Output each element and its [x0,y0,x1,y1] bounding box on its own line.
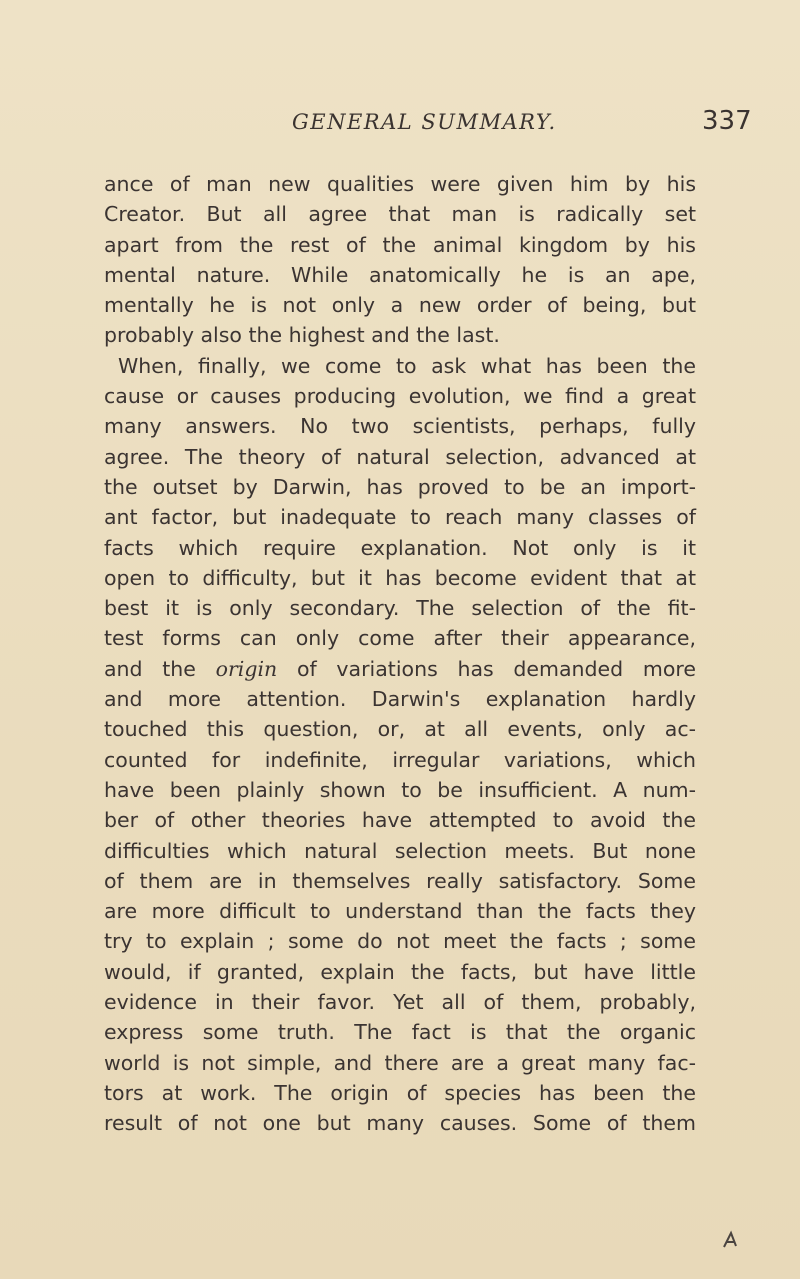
text-line-with-italic [104,654,696,684]
text-line: mentally he is not only a new order of being, but [104,293,696,318]
text-line: facts which require explanation. Not only is it [104,535,696,560]
text-line: try to explain ; some do not meet the facts ; some [104,929,696,954]
text-line: the outset by Darwin, has proved to be an import- [104,474,696,499]
text-line: cause or causes producing evolution, we find a great [104,384,696,409]
text-line: world is not simple, and there are a great many fac- [104,1050,696,1075]
text-line: ber of other theories have attempted to avoid the [104,808,696,833]
text-line: tors at work. The origin of species has been the [104,1080,696,1105]
text-line: difficulties which natural selection meets. But none [104,838,696,863]
text-line: result of not one but many causes. Some of them [104,1111,696,1136]
text-line: would, if granted, explain the facts, but have little [104,959,696,984]
text-run: and the [104,656,196,681]
signature-mark-icon [720,1228,740,1250]
text-line: agree. The theory of natural selection, advanced at [104,444,696,469]
text-line: counted for indefinite, irregular variations, which [104,747,696,772]
text-line: ance of man new qualities were given him by his [104,172,696,196]
text-line: test forms can only come after their appearance, [104,626,696,651]
text-line: mental nature. While anatomically he is an ape, [104,262,696,287]
text-line-paragraph-start: When, finally, we come to ask what has been the [118,353,696,378]
text-line: open to difficulty, but it has become evident that at [104,565,696,590]
text-line: of them are in themselves really satisfactory. Some [104,868,696,893]
text-run: of variations has demanded more [296,656,696,681]
text-line: touched this question, or, at all events, only ac- [104,717,696,742]
text-line: Creator. But all agree that man is radically set [104,202,696,227]
text-line: are more difficult to understand than the facts they [104,899,696,924]
page-number: 337 [702,106,752,136]
text-line: express some truth. The fact is that the organic [104,1020,696,1045]
text-line: probably also the highest and the last. [104,323,500,348]
text-line: and more attention. Darwin's explanation hardly [104,687,696,712]
text-line: evidence in their favor. Yet all of them, probably, [104,990,696,1015]
running-head [0,96,800,136]
text-line: best it is only secondary. The selection of the fit- [104,596,696,621]
text-line: have been plainly shown to be insufficient. A num- [104,777,696,802]
text-line: many answers. No two scientists, perhaps, fully [104,414,696,439]
running-title: GENERAL SUMMARY. [292,110,557,134]
text-line: apart from the rest of the animal kingdom by his [104,232,696,257]
italic-word-origin: origin [215,656,278,681]
text-line: ant factor, but inadequate to reach many classes of [104,505,696,530]
body-text [104,169,696,1139]
